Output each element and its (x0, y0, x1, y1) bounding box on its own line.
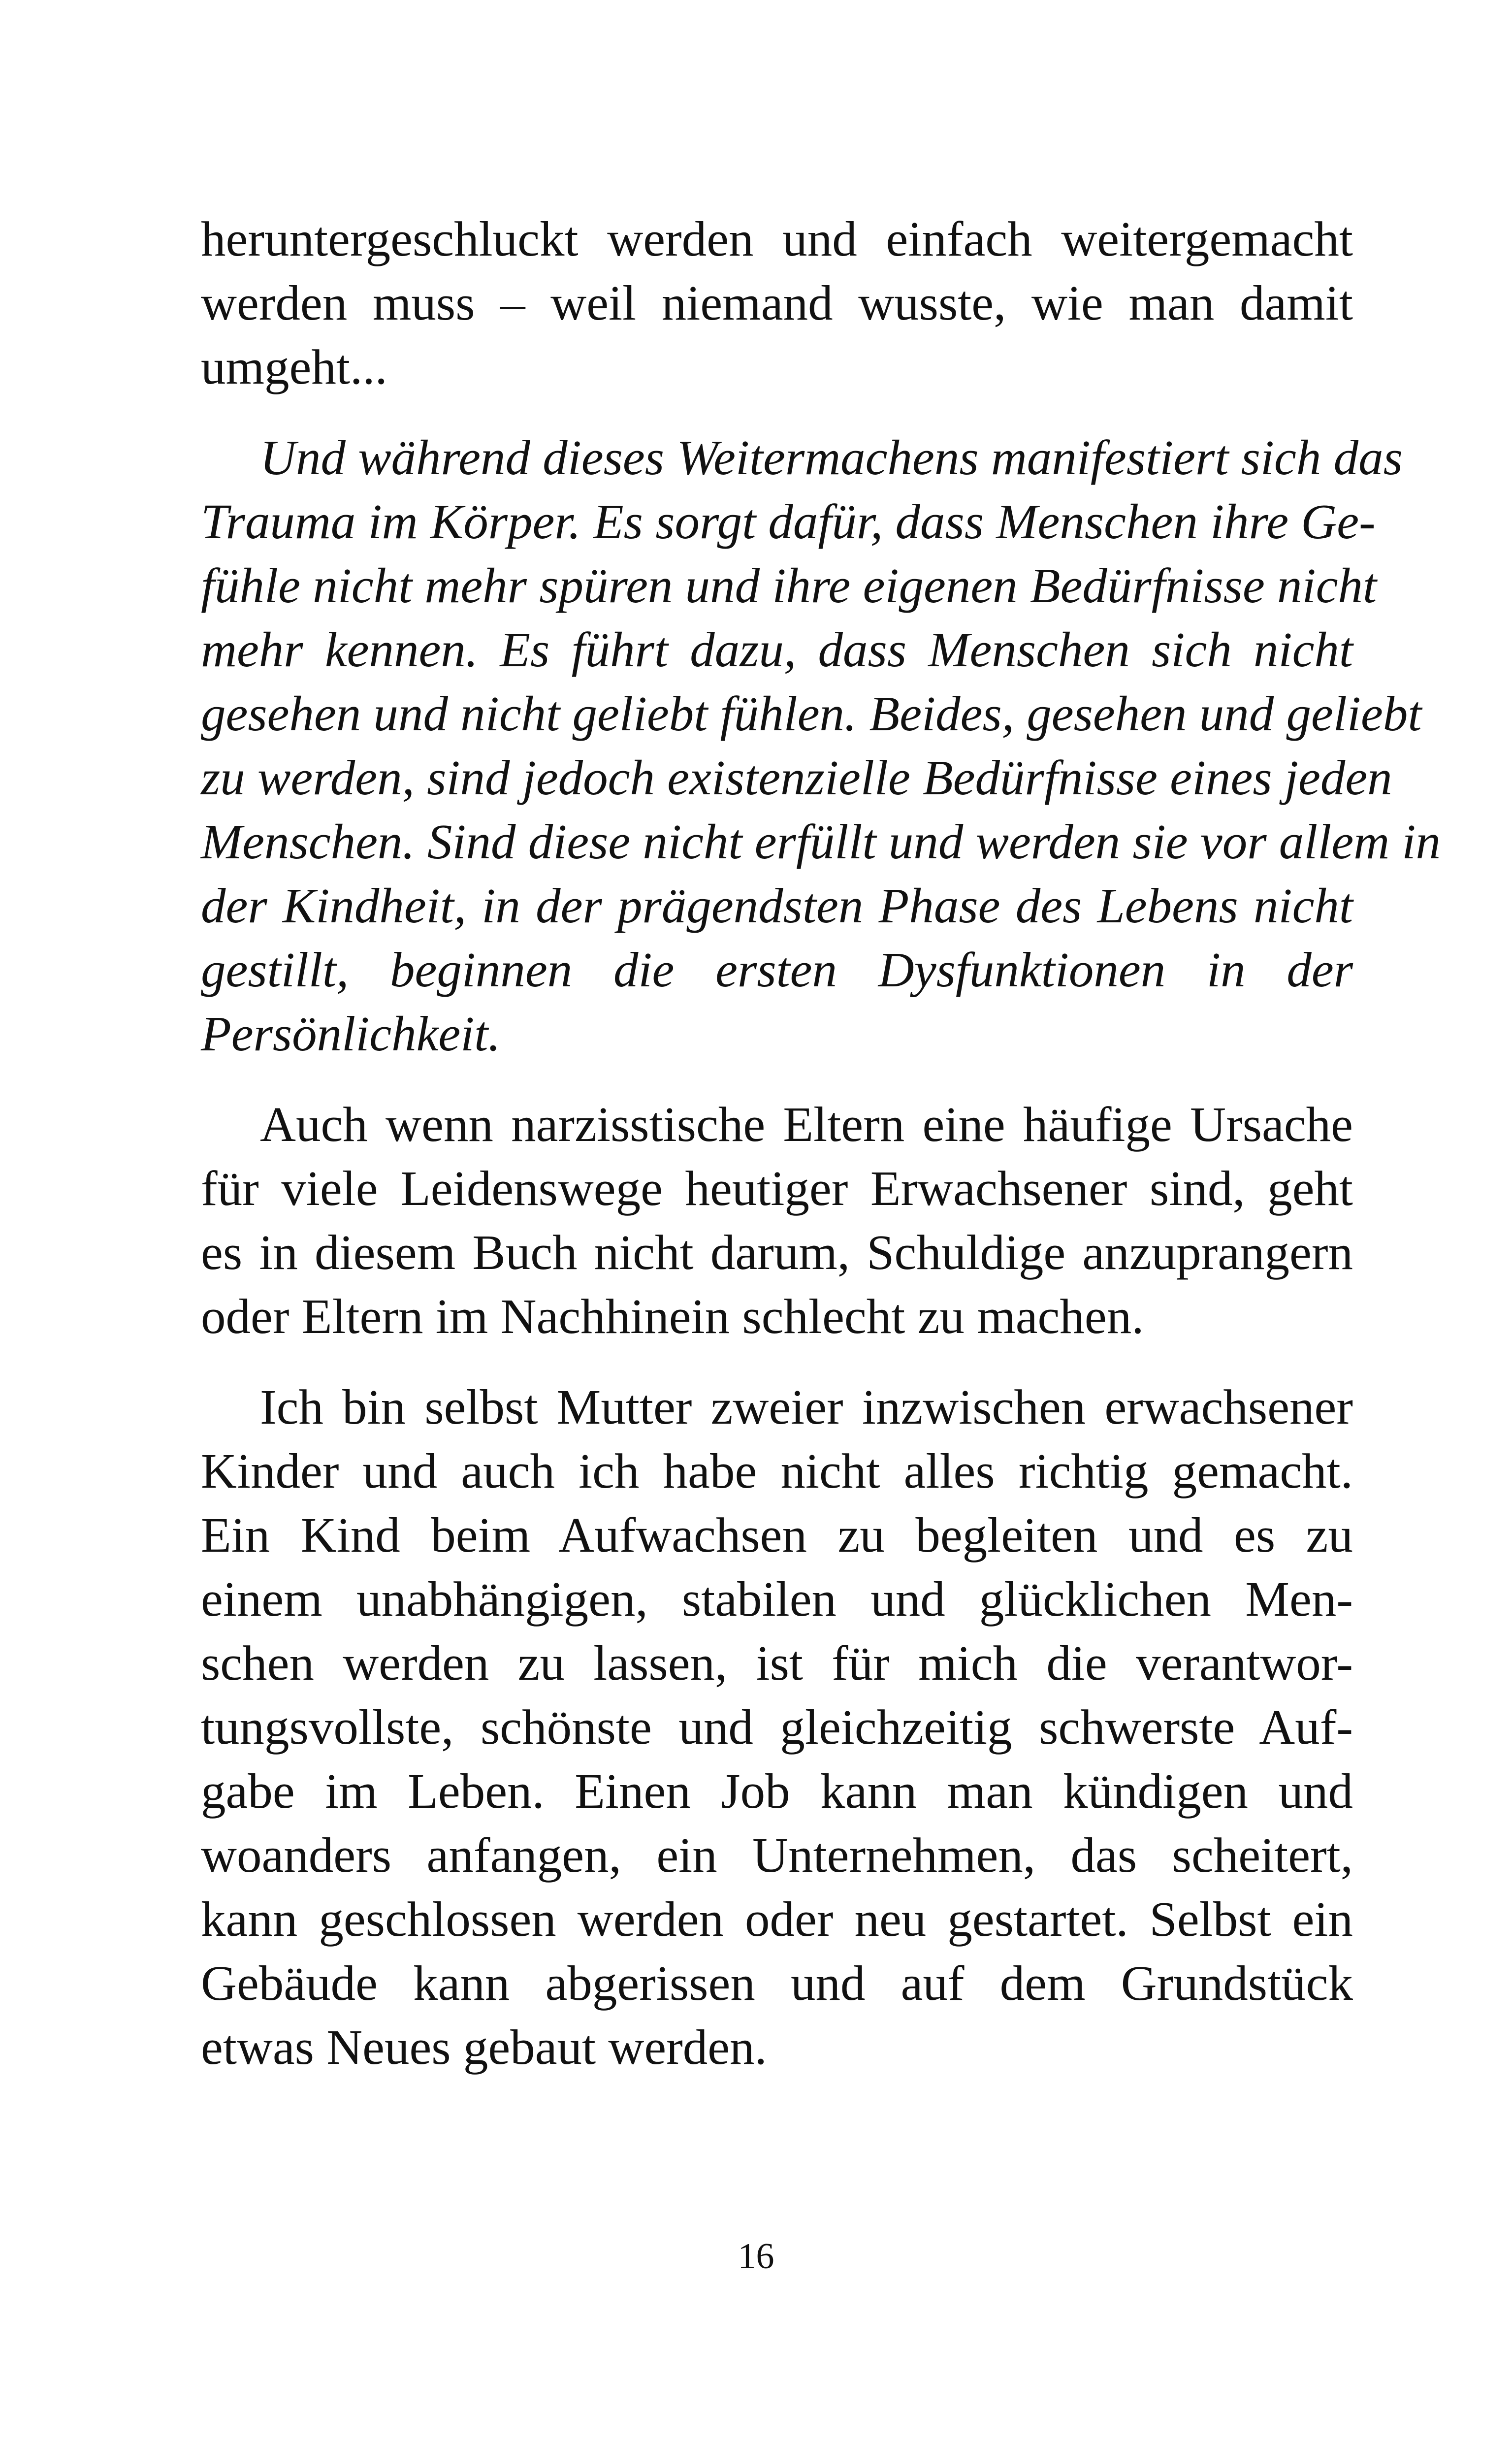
text-line: für viele Leidenswege heutiger Erwachsener sind, geht (201, 1161, 1353, 1216)
text-line: Ein Kind beim Aufwachsen zu begleiten und es zu (201, 1507, 1353, 1563)
body-text (201, 207, 1441, 2079)
text-line: gabe im Leben. Einen Job kann man kündigen und (201, 1763, 1353, 1819)
text-line: werden muss – weil niemand wusste, wie man damit (201, 275, 1353, 330)
text-line: Kinder und auch ich habe nicht alles richtig gemacht. (201, 1443, 1353, 1498)
text-line: einem unabhängigen, stabilen und glücklichen Men- (201, 1571, 1353, 1627)
text-line: gesehen und nicht geliebt fühlen. Beides, gesehen und geliebt (201, 686, 1422, 741)
text-line: kann geschlossen werden oder neu gestartet. Selbst ein (201, 1891, 1353, 1947)
text-line: oder Eltern im Nachhinein schlecht zu machen. (201, 1289, 1144, 1344)
text-line: Und während dieses Weitermachens manifestiert sich das (260, 430, 1403, 485)
text-line: es in diesem Buch nicht darum, Schuldige anzuprangern (201, 1225, 1353, 1280)
text-line: fühle nicht mehr spüren und ihre eigenen Bedürfnisse nicht (201, 558, 1377, 613)
text-line: schen werden zu lassen, ist für mich die verantwor- (201, 1635, 1353, 1691)
text-line: heruntergeschluckt werden und einfach weitergemacht (201, 211, 1353, 266)
paragraph (201, 1375, 1353, 2079)
text-line: umgeht... (201, 339, 387, 394)
paragraph-gap (201, 1066, 1353, 1092)
text-line: mehr kennen. Es führt dazu, dass Menschen sich nicht (201, 622, 1353, 677)
paragraph-gap (201, 399, 1353, 425)
text-line: tungsvollste, schönste und gleichzeitig schwerste Auf- (201, 1699, 1353, 1755)
text-line: etwas Neues gebaut werden. (201, 2020, 767, 2075)
paragraph-gap (201, 1348, 1353, 1375)
text-line: Gebäude kann abgerissen und auf dem Grundstück (201, 1955, 1353, 2011)
text-line: Persönlichkeit. (201, 1006, 501, 1061)
text-line: gestillt, beginnen die ersten Dysfunktionen in der (201, 942, 1353, 997)
text-line: Ich bin selbst Mutter zweier inzwischen erwachsener (260, 1379, 1353, 1434)
page-number: 16 (738, 2236, 774, 2277)
paragraph (201, 1092, 1353, 1348)
text-line: Trauma im Körper. Es sorgt dafür, dass Menschen ihre Ge- (201, 494, 1376, 549)
text-line: Auch wenn narzisstische Eltern eine häufige Ursache (260, 1097, 1353, 1152)
paragraph (201, 425, 1441, 1066)
text-line: zu werden, sind jedoch existenzielle Bedürfnisse eines jeden (201, 750, 1392, 805)
text-line: Menschen. Sind diese nicht erfüllt und werden sie vor allem in (201, 814, 1441, 869)
paragraph (201, 207, 1353, 399)
text-line: der Kindheit, in der prägendsten Phase des Lebens nicht (201, 878, 1353, 933)
text-line: woanders anfangen, ein Unternehmen, das scheitert, (201, 1827, 1353, 1883)
